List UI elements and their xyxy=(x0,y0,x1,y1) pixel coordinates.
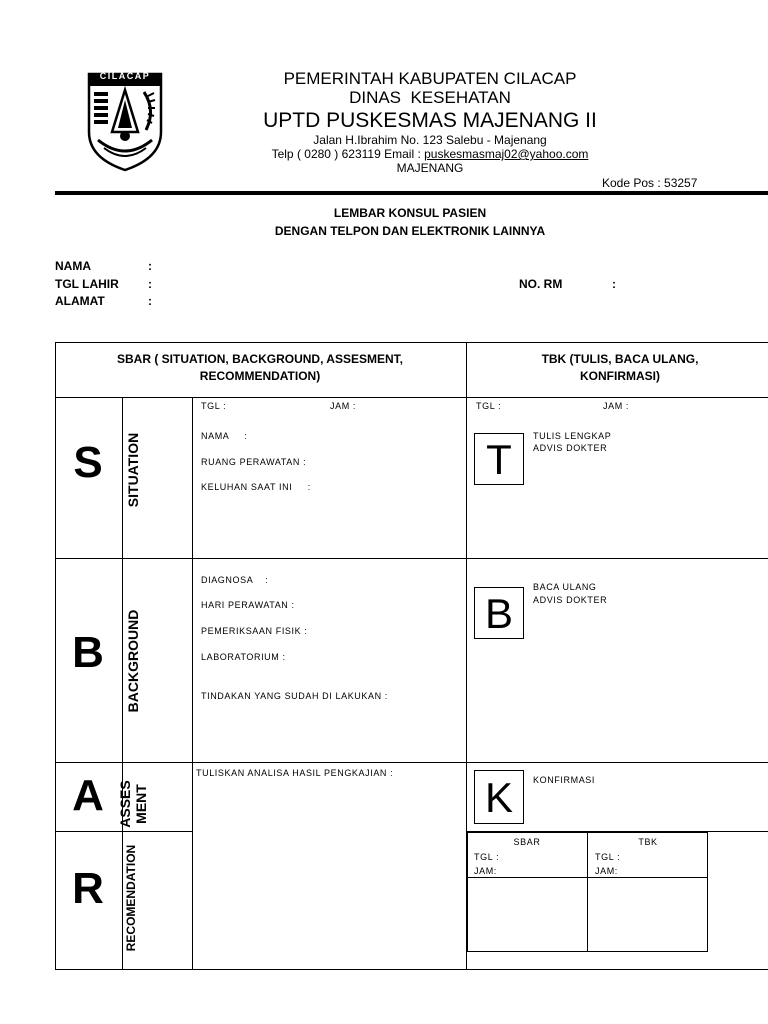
signature-sbar-date: TGL : xyxy=(474,852,500,862)
situation-name-label: NAMA : xyxy=(201,431,248,441)
patient-address-colon: : xyxy=(148,294,152,308)
header-phone: Telp ( 0280 ) 623119 Email : xyxy=(271,147,425,161)
signature-tbk-date: TGL : xyxy=(595,852,621,862)
physical-exam-label: PEMERIKSAAN FISIK : xyxy=(201,626,308,636)
patient-name-colon: : xyxy=(148,259,152,273)
header-address: Jalan H.Ibrahim No. 123 Salebu - Majenang xyxy=(313,133,547,147)
patient-dob-colon: : xyxy=(148,277,152,291)
situation-row-border xyxy=(55,558,768,559)
laboratory-label: LABORATORIUM : xyxy=(201,652,286,662)
situation-ward-label: RUANG PERAWATAN : xyxy=(201,457,307,467)
table-bottom-border xyxy=(55,969,768,970)
background-letter: B xyxy=(72,628,104,677)
header-row-border xyxy=(55,397,768,398)
header-divider xyxy=(55,191,768,195)
signature-sbar-header: SBAR xyxy=(513,837,541,847)
tbk-k-text: KONFIRMASI xyxy=(533,775,596,785)
diagnosis-label: DIAGNOSA : xyxy=(201,575,269,585)
recommendation-label: RECOMENDATION xyxy=(124,844,138,952)
analysis-label: TULISKAN ANALISA HASIL PENGKAJIAN : xyxy=(196,768,394,778)
signature-row-divider xyxy=(467,877,708,878)
cilacap-logo xyxy=(86,70,164,172)
signature-sbar-time: JAM: xyxy=(474,866,497,876)
medical-record-label: NO. RM xyxy=(519,277,563,291)
table-top-border xyxy=(55,342,768,343)
header-email-link[interactable]: puskesmasmaj02@yahoo.com xyxy=(424,147,589,161)
assessment-label-line-1: ASSES xyxy=(117,780,133,828)
situation-time-label: JAM : xyxy=(330,401,357,411)
sbar-column-header: SBAR ( SITUATION, BACKGROUND, ASSESMENT, RECOMMENDATION) xyxy=(116,352,403,383)
assessment-letter: A xyxy=(72,771,104,820)
tbk-b-text-2: ADVIS DOKTER xyxy=(533,595,608,605)
patient-address-label: ALAMAT xyxy=(55,294,105,308)
treatment-days-label: HARI PERAWATAN : xyxy=(201,600,295,610)
header-institution: UPTD PUSKESMAS MAJENANG II xyxy=(263,109,597,132)
tbk-date-label: TGL : xyxy=(476,401,502,411)
tbk-t-text-1: TULIS LENGKAP xyxy=(533,431,612,441)
tbk-t-text-2: ADVIS DOKTER xyxy=(533,443,608,453)
header-city: MAJENANG xyxy=(396,161,464,175)
tbk-b-box: B xyxy=(474,587,524,639)
tbk-k-box: K xyxy=(474,770,524,824)
background-row-border xyxy=(55,762,768,763)
situation-date-label: TGL : xyxy=(201,401,227,411)
label-column-divider xyxy=(192,397,193,970)
tbk-time-label: JAM : xyxy=(603,401,630,411)
actions-taken-label: TINDAKAN YANG SUDAH DI LAKUKAN : xyxy=(201,691,388,701)
signature-tbk-time: JAM: xyxy=(595,866,618,876)
header-government: PEMERINTAH KABUPATEN CILACAP xyxy=(283,69,577,88)
header-department: DINAS KESEHATAN xyxy=(349,88,511,107)
assessment-row-border-left xyxy=(55,831,192,832)
shield-emblem-icon xyxy=(86,70,164,172)
medical-record-colon: : xyxy=(612,277,616,291)
signature-column-divider xyxy=(587,832,588,952)
background-label: BACKGROUND xyxy=(125,609,141,713)
patient-name-label: NAMA xyxy=(55,259,91,273)
situation-letter: S xyxy=(73,438,103,487)
assessment-label xyxy=(117,778,149,830)
situation-label: SITUATION xyxy=(125,432,141,508)
tbk-b-text-1: BACA ULANG xyxy=(533,582,597,592)
tbk-t-box: T xyxy=(474,433,524,485)
patient-dob-label: TGL LAHIR xyxy=(55,277,119,291)
situation-complaint-label: KELUHAN SAAT INI : xyxy=(201,482,311,492)
tbk-column-header: TBK (TULIS, BACA ULANG, KONFIRMASI) xyxy=(541,352,699,383)
form-title: LEMBAR KONSUL PASIEN xyxy=(333,206,487,220)
signature-tbk-header: TBK xyxy=(638,837,658,847)
recommendation-letter: R xyxy=(72,864,104,913)
logo-text: CILACAP xyxy=(99,71,151,81)
form-subtitle: DENGAN TELPON DAN ELEKTRONIK LAINNYA xyxy=(274,224,546,238)
assessment-label-line-2: MENT xyxy=(133,784,149,824)
header-contact xyxy=(200,147,660,161)
header-postal-code: Kode Pos : 53257 xyxy=(602,176,698,190)
